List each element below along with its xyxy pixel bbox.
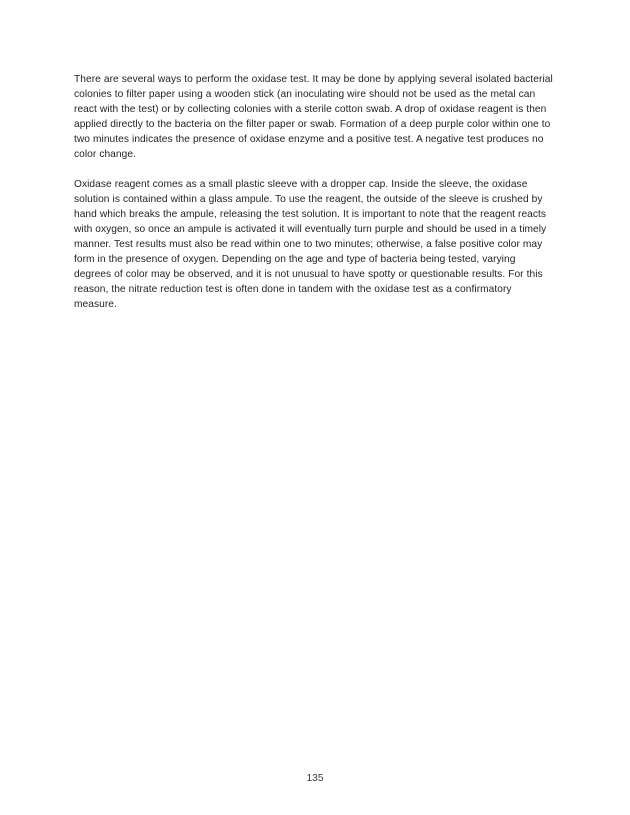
paragraph-oxidase-reagent-handling: Oxidase reagent comes as a small plastic sleeve with a dropper cap. Inside the sleeve, the oxidase solution is contained within a glass ampule. To use the reagent, the outside of the sleeve is crushed by hand which breaks the ampule, releasing the test solution. It is important to note that the reagent reacts with oxygen, so once an ampule is activated it will eventually turn purple and should be used in a timely manner. Test results must also be read within one to two minutes; otherwise, a false positive color may form in the presence of oxygen. Depending on the age and type of bacteria being tested, varying degrees of color may be observed, and it is not unusual to have spotty or questionable results. For this reason, the nitrate reduction test is often done in tandem with the oxidase test as a confirmatory measure. [74,178,547,311]
page-body-text [74,72,554,312]
page-number: 135 [306,773,324,784]
paragraph-oxidase-test-methods: There are several ways to perform the oxidase test. It may be done by applying several isolated bacterial colonies to filter paper using a wooden stick (an inoculating wire should not be used as the metal can react with the test) or by collecting colonies with a sterile cotton swab. A drop of oxidase reagent is then applied directly to the bacteria on the filter paper or swab. Formation of a deep purple color within one to two minutes indicates the presence of oxidase enzyme and a positive test. A negative test produces no color change. [74,74,553,161]
